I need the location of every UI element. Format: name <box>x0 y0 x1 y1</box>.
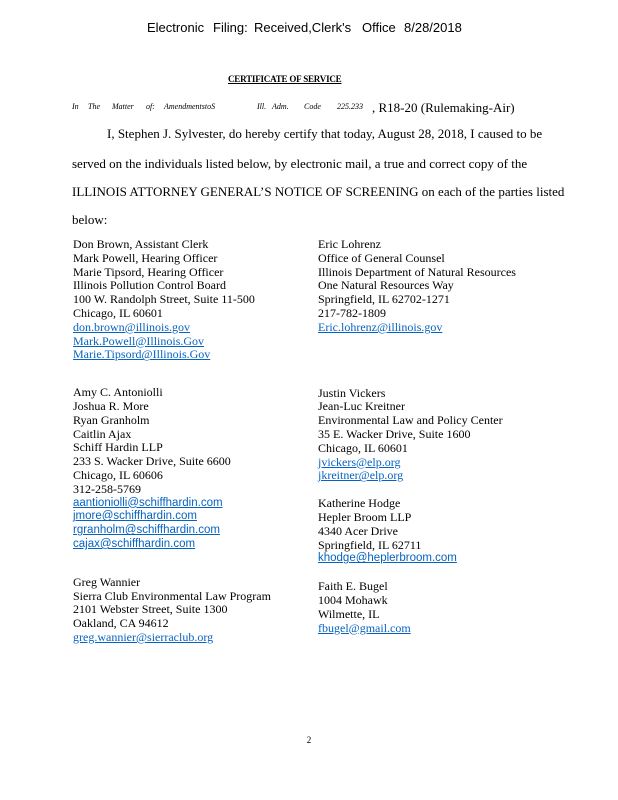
body-line: I, Stephen J. Sylvester, do hereby certify that today, August 28, 2018, I caused to be <box>107 126 543 141</box>
email-link[interactable]: khodge@heplerbroom.com <box>318 552 457 565</box>
recipient-line: 217-782-1809 <box>318 305 386 320</box>
filing-stamp-date: 8/28/2018 <box>404 20 462 35</box>
recipient-line: Office of General Counsel <box>318 250 445 265</box>
recipient-block <box>73 386 271 552</box>
email-link[interactable]: aantioniolli@schiffhardin.com <box>73 496 223 509</box>
recipient-line: Illinois Department of Natural Resources <box>318 264 516 279</box>
caption-word: Matter <box>112 102 134 111</box>
recipient-block <box>318 387 516 484</box>
email-link[interactable]: Marie.Tipsord@Illinois.Gov <box>73 347 211 362</box>
recipient-line: Ryan Granholm <box>73 412 150 427</box>
recipient-line: Chicago, IL 60606 <box>73 467 163 482</box>
caption-word: of: <box>146 102 155 111</box>
filing-stamp-word: Office <box>362 20 396 35</box>
recipient-line: 1004 Mohawk <box>318 592 388 607</box>
recipient-line: Springfield, IL 62711 <box>318 537 422 552</box>
recipient-line: Chicago, IL 60601 <box>318 440 408 455</box>
recipient-line: 2101 Webster Street, Suite 1300 <box>73 602 228 617</box>
caption-word: 225.233 <box>337 102 363 111</box>
recipient-line: 35 E. Wacker Drive, Suite 1600 <box>318 426 471 441</box>
recipient-line: Katherine Hodge <box>318 496 401 511</box>
body-line: ILLINOIS ATTORNEY GENERAL’S NOTICE OF SCREENING on each of the parties listed <box>72 184 565 199</box>
recipient-line: Marie Tipsord, Hearing Officer <box>73 264 224 279</box>
email-link[interactable]: rgranholm@schiffhardin.com <box>73 524 220 537</box>
recipient-line: Springfield, IL 62702-1271 <box>318 292 450 307</box>
recipient-line: Chicago, IL 60601 <box>73 305 163 320</box>
page-number: 2 <box>306 735 312 745</box>
recipient-block <box>318 238 516 335</box>
caption-word: The <box>88 102 100 111</box>
email-link[interactable]: jmore@schiffhardin.com <box>73 510 197 523</box>
recipient-line: 312-258-5769 <box>73 481 141 496</box>
recipient-line: Wilmette, IL <box>318 606 380 621</box>
email-link[interactable]: greg.wannier@sierraclub.org <box>73 629 214 644</box>
email-link[interactable]: don.brown@illinois.gov <box>73 319 191 334</box>
recipient-line: Oakland, CA 94612 <box>73 616 169 631</box>
service-list-left <box>73 238 271 673</box>
recipient-line: Justin Vickers <box>318 385 386 400</box>
recipient-block <box>73 576 271 645</box>
recipient-line: Sierra Club Environmental Law Program <box>73 588 271 603</box>
recipient-line: Eric Lohrenz <box>318 237 381 251</box>
caption-word: Code <box>304 102 321 111</box>
caption-word: In <box>72 102 79 111</box>
email-link[interactable]: jkreitner@elp.org <box>318 468 404 483</box>
email-link[interactable]: Eric.lohrenz@illinois.gov <box>318 319 443 334</box>
recipient-line: 4340 Acer Drive <box>318 523 398 538</box>
recipient-line: Mark Powell, Hearing Officer <box>73 250 218 265</box>
docket-number: , R18-20 (Rulemaking-Air) <box>372 100 515 115</box>
recipient-line: One Natural Resources Way <box>318 278 454 293</box>
recipient-line: Jean-Luc Kreitner <box>318 399 405 414</box>
recipient-line: Don Brown, Assistant Clerk <box>73 237 209 251</box>
email-link[interactable]: cajax@schiffhardin.com <box>73 537 196 550</box>
filing-stamp-word: Received,Clerk's <box>254 20 352 35</box>
recipient-block <box>73 238 271 362</box>
recipient-line: 233 S. Wacker Drive, Suite 6600 <box>73 454 231 469</box>
body-line: below: <box>72 212 108 227</box>
recipient-block <box>318 497 516 566</box>
caption-word: Ill. <box>257 102 267 111</box>
caption-word: AmendmentstoS <box>164 102 216 111</box>
recipient-block <box>318 580 516 635</box>
certificate-title: CERTIFICATE OF SERVICE <box>228 74 342 84</box>
service-list-right <box>318 238 516 663</box>
recipient-line: Faith E. Bugel <box>318 579 388 594</box>
filing-stamp-word: Electronic <box>147 20 205 35</box>
body-line: served on the individuals listed below, by electronic mail, a true and correct copy of the <box>72 156 528 171</box>
caption-word: Adm. <box>272 102 289 111</box>
email-link[interactable]: jvickers@elp.org <box>318 454 401 469</box>
recipient-line: Caitlin Ajax <box>73 426 132 441</box>
recipient-line: Hepler Broom LLP <box>318 509 412 524</box>
recipient-line: Joshua R. More <box>73 398 149 413</box>
recipient-line: 100 W. Randolph Street, Suite 11-500 <box>73 292 255 307</box>
filing-stamp-word: Filing: <box>213 20 248 35</box>
email-link[interactable]: Mark.Powell@Illinois.Gov <box>73 333 205 348</box>
recipient-line: Greg Wannier <box>73 574 141 589</box>
recipient-line: Amy C. Antoniolli <box>73 385 163 400</box>
recipient-line: Illinois Pollution Control Board <box>73 278 227 293</box>
email-link[interactable]: fbugel@gmail.com <box>318 620 411 635</box>
recipient-line: Environmental Law and Policy Center <box>318 413 503 428</box>
recipient-line: Schiff Hardin LLP <box>73 440 163 455</box>
